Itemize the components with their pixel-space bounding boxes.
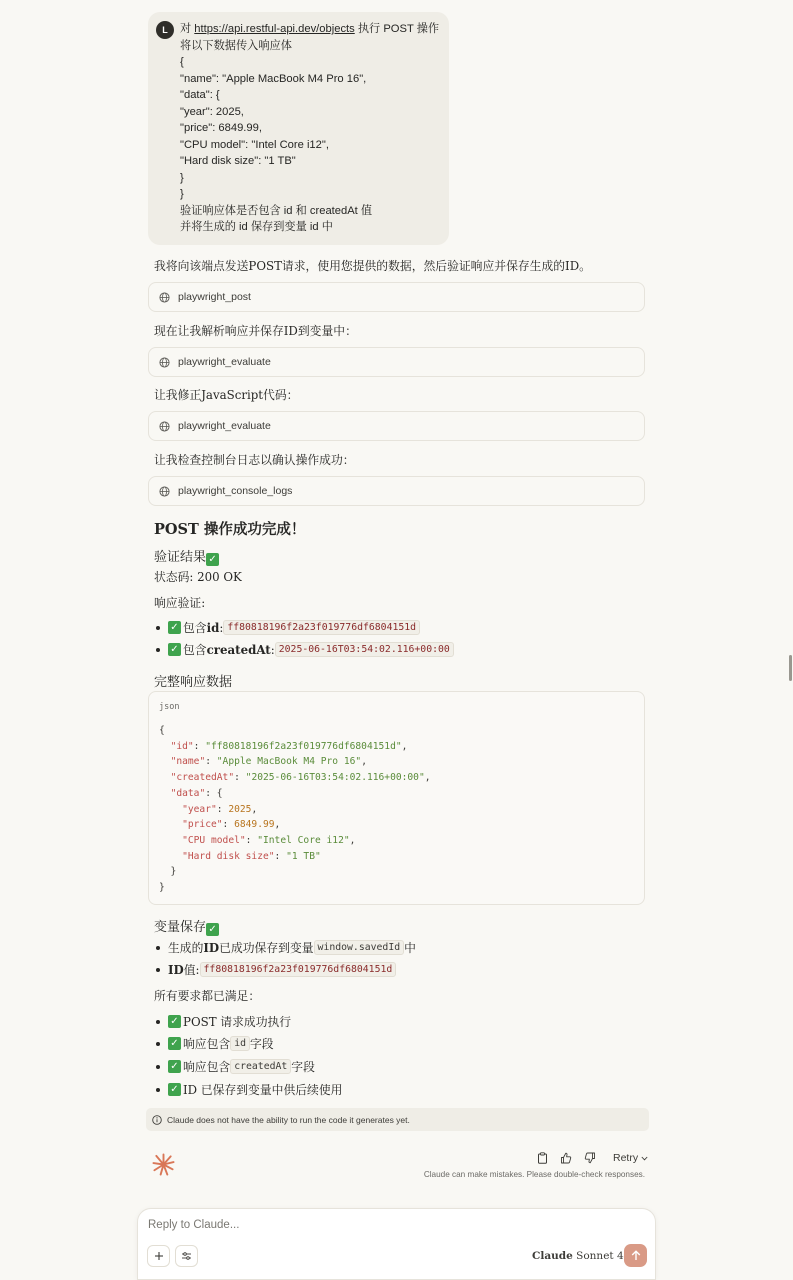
check-icon: ✓ [206,553,219,566]
user-line: "price": 6849.99, [180,122,262,134]
list-item: ID 值: ff80818196f2a23f019776df6804151d [156,961,396,978]
assistant-intro: 我将向该端点发送POST请求，使用您提供的数据，然后验证响应并保存生成的ID。 [154,259,591,273]
check-icon: ✓ [168,621,181,634]
reply-input[interactable] [148,1219,548,1231]
list-item: ✓ 响应包含 createdAt 字段 [156,1058,315,1075]
user-line: 验证响应体是否包含 id 和 createdAt 值 [180,204,373,217]
bullet-dot [156,1065,160,1069]
plus-icon [154,1251,164,1261]
check-icon: ✓ [168,1083,181,1096]
thumbs-up-icon[interactable] [559,1151,573,1165]
code-content: { "id": "ff80818196f2a23f019776df6804151d", "name": "Apple MacBook M4 Pro 16", "createdAt": "2025-06-16T03:54:02.116+00:00", "data": { "year": 2025, "price": 6849.99, "CPU model": "Intel Core i12", "Hard disk size": "1 TB" } } [159,725,431,894]
composer [137,1208,656,1280]
step-text: 让我修正JavaScript代码： [154,388,299,402]
user-line: } [180,171,184,184]
response-verify-label: 响应验证: [154,596,206,610]
mistakes-notice: Claude can make mistakes. Please double-check responses. [423,1170,645,1179]
user-line: 将以下数据传入响应体 [180,39,292,52]
scrollbar[interactable] [789,655,792,681]
globe-icon [159,421,170,432]
json-code-block[interactable] [148,691,645,905]
var-heading: 变量保存 ✓ [154,916,221,936]
bullet-dot [156,626,160,630]
tools-button[interactable] [175,1245,198,1267]
user-message [148,12,449,245]
message-actions [535,1151,648,1165]
sliders-icon [181,1251,192,1261]
arrow-up-icon [631,1250,641,1261]
bullet-dot [156,946,160,950]
tool-name: playwright_console_logs [178,485,293,497]
check-icon: ✓ [206,923,219,936]
globe-icon [159,486,170,497]
model-selector[interactable]: Claude Sonnet 4 [532,1250,636,1262]
user-line: 并将生成的 id 保存到变量 id 中 [180,221,333,233]
status-line: 状态码: 200 OK [154,570,242,584]
step-text: 现在让我解析响应并保存ID到变量中： [154,324,357,338]
id-value-code: ff80818196f2a23f019776df6804151d [200,962,397,977]
code-disclaimer: Claude does not have the ability to run the code it generates yet. [146,1108,649,1131]
check-icon: ✓ [168,1060,181,1073]
tool-card-playwright-post[interactable] [148,282,645,312]
send-button[interactable] [624,1244,647,1267]
claude-logo-icon [152,1153,175,1176]
tool-card-playwright-console-logs[interactable] [148,476,645,506]
created-at-code: 2025-06-16T03:54:02.116+00:00 [275,642,454,657]
id-code: ff80818196f2a23f019776df6804151d [223,620,420,635]
globe-icon [159,357,170,368]
user-line: "year": 2025, [180,105,244,118]
user-line-0: 对 https://api.restful-api.dev/objects 执行 POST 操作 [180,23,440,35]
bullet-dot [156,1042,160,1046]
code-language-label: json [159,702,180,712]
check-icon: ✓ [168,1037,181,1050]
info-icon [152,1115,162,1125]
user-line: } [180,188,184,200]
chevron-down-icon [641,1156,648,1161]
user-line: { [180,56,184,68]
step-text: 让我检查控制台日志以确认操作成功： [154,453,355,467]
globe-icon [159,292,170,303]
endpoint-link[interactable]: https://api.restful-api.dev/objects [194,23,355,35]
user-line: "data": { [180,89,220,101]
saved-id-var-code: window.savedId [314,940,405,955]
id-inline-code: id [230,1036,250,1051]
user-avatar: L [156,21,174,39]
full-response-heading: 完整响应数据 [154,675,233,690]
all-met-text: 所有要求都已满足： [154,989,261,1003]
check-icon: ✓ [168,643,181,656]
success-heading: POST 操作成功完成！ [154,521,306,538]
check-icon: ✓ [168,1015,181,1028]
thumbs-down-icon[interactable] [583,1151,597,1165]
list-item: 生成的 ID 已成功保存到变量 window.savedId 中 [156,939,416,956]
user-line: "name": "Apple MacBook M4 Pro 16", [180,72,367,85]
tool-card-playwright-evaluate-2[interactable] [148,411,645,441]
tool-name: playwright_post [178,291,251,303]
list-item: ✓ 包含 createdAt : 2025-06-16T03:54:02.116+00:00 [156,641,454,658]
list-item: ✓ 包含 id : ff80818196f2a23f019776df6804151d [156,619,420,636]
created-at-inline-code: createdAt [230,1059,291,1074]
bullet-dot [156,648,160,652]
bullet-dot [156,1020,160,1024]
list-item: ✓ 响应包含 id 字段 [156,1035,274,1052]
tool-name: playwright_evaluate [178,356,271,368]
list-item: ✓ POST 请求成功执行 [156,1013,291,1030]
tool-name: playwright_evaluate [178,420,271,432]
add-button[interactable] [147,1245,170,1267]
verify-heading: 验证结果 ✓ [154,546,221,566]
user-line: "CPU model": "Intel Core i12", [180,138,329,151]
list-item: ✓ ID 已保存到变量中供后续使用 [156,1081,342,1098]
tool-card-playwright-evaluate[interactable] [148,347,645,377]
copy-icon[interactable] [535,1151,549,1165]
bullet-dot [156,1088,160,1092]
user-line: "Hard disk size": "1 TB" [180,155,296,167]
retry-button[interactable]: Retry [607,1152,648,1164]
bullet-dot [156,968,160,972]
